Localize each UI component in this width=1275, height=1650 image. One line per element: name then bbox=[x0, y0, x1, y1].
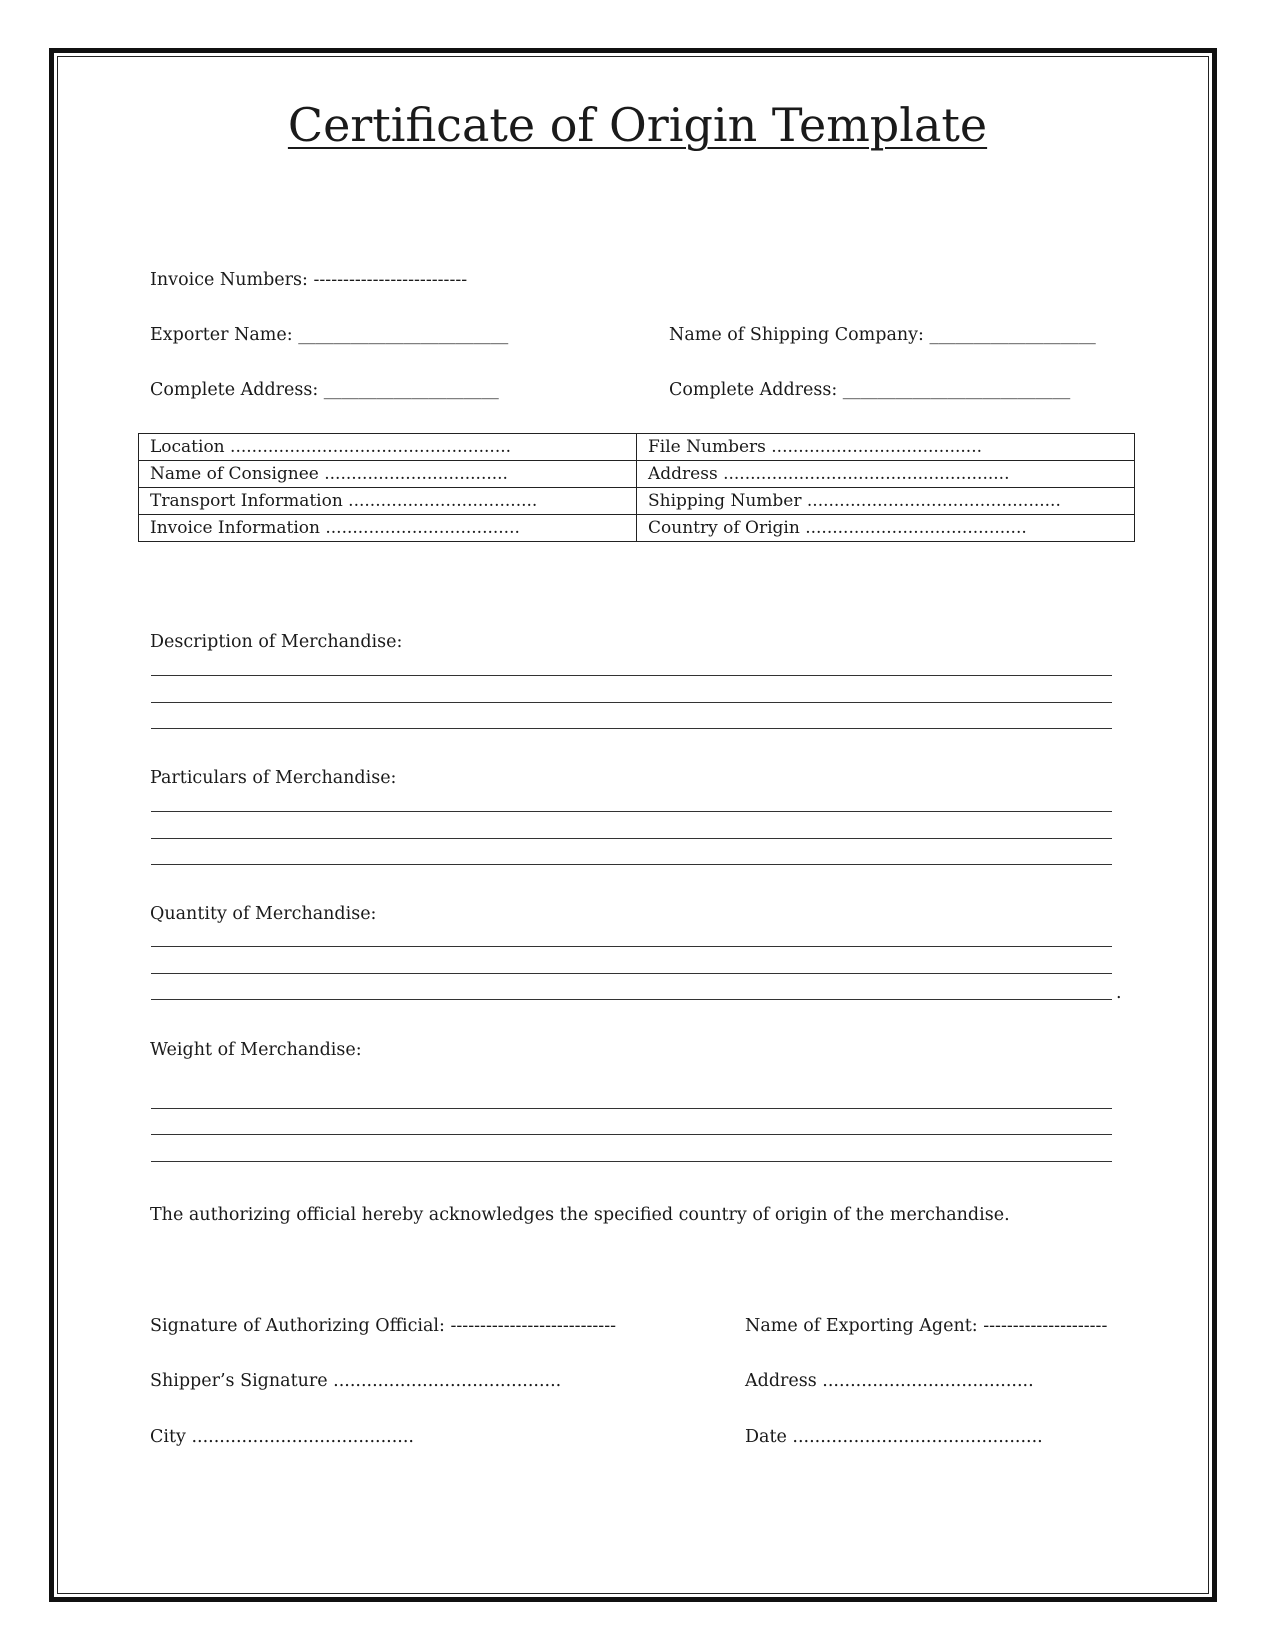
weight-line[interactable] bbox=[151, 1134, 1112, 1135]
agent-address-field[interactable]: Address ...................................... bbox=[745, 1371, 1034, 1391]
exporter-address-field[interactable]: Complete Address: ____________________ bbox=[150, 380, 499, 400]
weight-heading: Weight of Merchandise: bbox=[150, 1040, 362, 1060]
invoice-info-field[interactable]: Invoice Information .................................... bbox=[139, 515, 637, 542]
quantity-trailing-mark: . bbox=[1116, 983, 1122, 1003]
table-row bbox=[139, 515, 1135, 542]
quantity-line[interactable] bbox=[151, 973, 1112, 974]
table-row bbox=[139, 488, 1135, 515]
description-line[interactable] bbox=[151, 702, 1112, 703]
shipment-info-table bbox=[138, 433, 1135, 542]
shipping-address-field[interactable]: Complete Address: __________________________ bbox=[669, 380, 1071, 400]
authorization-statement: The authorizing official hereby acknowledges the specified country of origin of the merchandise. bbox=[150, 1205, 1010, 1225]
shipper-signature-field[interactable]: Shipper’s Signature ......................................... bbox=[150, 1371, 562, 1391]
weight-line[interactable] bbox=[151, 1108, 1112, 1109]
particulars-line[interactable] bbox=[151, 811, 1112, 812]
shipping-company-field[interactable]: Name of Shipping Company: ___________________ bbox=[669, 325, 1096, 345]
transport-info-field[interactable]: Transport Information ................................... bbox=[139, 488, 637, 515]
weight-line[interactable] bbox=[151, 1161, 1112, 1162]
shipping-number-field[interactable]: Shipping Number ............................................... bbox=[637, 488, 1135, 515]
quantity-line[interactable] bbox=[151, 999, 1112, 1000]
particulars-heading: Particulars of Merchandise: bbox=[150, 768, 397, 788]
description-heading: Description of Merchandise: bbox=[150, 632, 403, 652]
table-row bbox=[139, 434, 1135, 461]
consignee-name-field[interactable]: Name of Consignee .................................. bbox=[139, 461, 637, 488]
date-field[interactable]: Date ............................................. bbox=[745, 1427, 1043, 1447]
country-of-origin-field[interactable]: Country of Origin ......................................... bbox=[637, 515, 1135, 542]
city-field[interactable]: City ........................................ bbox=[150, 1427, 414, 1447]
description-line[interactable] bbox=[151, 675, 1112, 676]
page-title: Certificate of Origin Template bbox=[287, 98, 988, 152]
particulars-line[interactable] bbox=[151, 864, 1112, 865]
consignee-address-field[interactable]: Address ..................................................... bbox=[637, 461, 1135, 488]
particulars-line[interactable] bbox=[151, 838, 1112, 839]
location-field[interactable]: Location .................................................... bbox=[139, 434, 637, 461]
file-numbers-field[interactable]: File Numbers ....................................... bbox=[637, 434, 1135, 461]
exporting-agent-field[interactable]: Name of Exporting Agent: --------------------- bbox=[745, 1316, 1108, 1336]
invoice-numbers-field[interactable]: Invoice Numbers: -------------------------- bbox=[150, 270, 468, 290]
table-row bbox=[139, 461, 1135, 488]
quantity-heading: Quantity of Merchandise: bbox=[150, 904, 377, 924]
exporter-name-field[interactable]: Exporter Name: ________________________ bbox=[150, 325, 509, 345]
description-line[interactable] bbox=[151, 728, 1112, 729]
quantity-line[interactable] bbox=[151, 946, 1112, 947]
authorizing-signature-field[interactable]: Signature of Authorizing Official: ---------------------------- bbox=[150, 1316, 617, 1336]
